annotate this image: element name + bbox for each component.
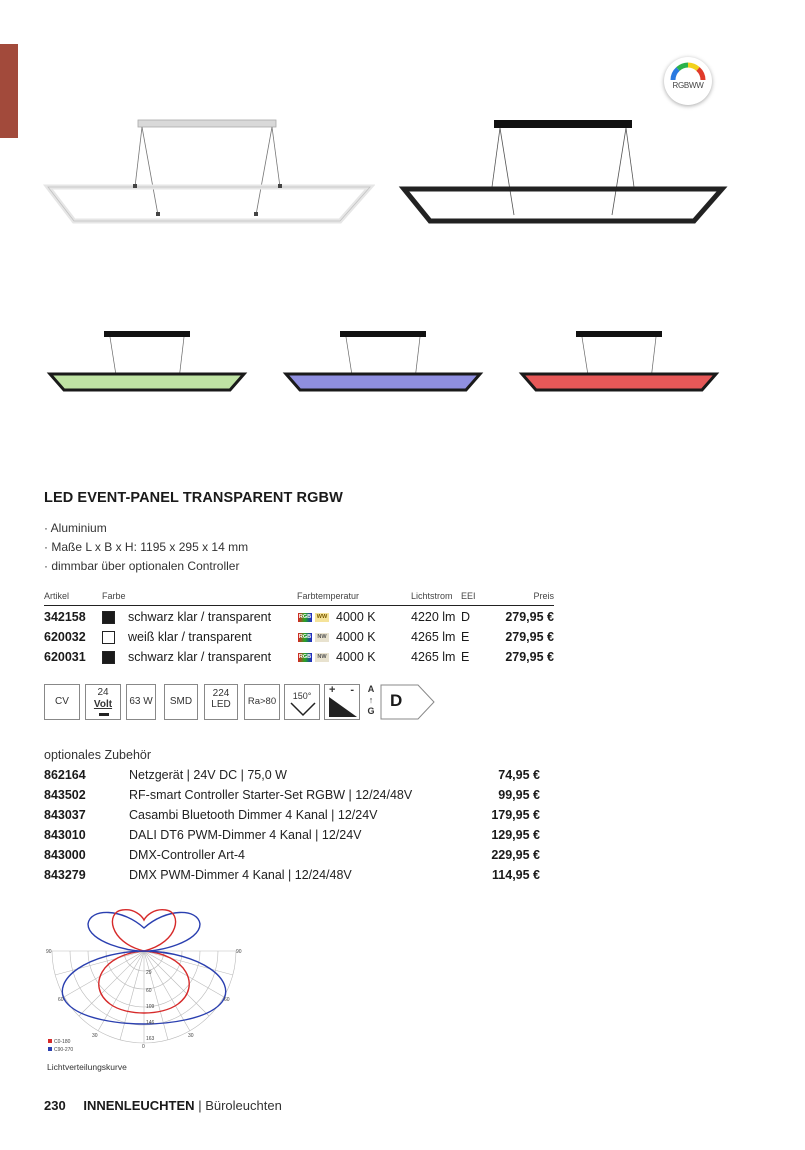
angle-label: 60 <box>58 997 64 1003</box>
acc-desc: Casambi Bluetooth Dimmer 4 Kanal | 12/24V <box>129 808 378 822</box>
beam-cone-icon <box>289 701 317 717</box>
header-farbtemperatur: Farbtemperatur <box>297 591 360 601</box>
list-item <box>44 805 540 825</box>
row-price: 279,95 € <box>505 650 554 664</box>
page-footer <box>44 1098 282 1113</box>
acc-price: 179,95 € <box>491 808 540 822</box>
legend-label: C0-180 <box>54 1039 71 1045</box>
table-row <box>44 626 554 646</box>
row-eei: E <box>461 650 470 664</box>
feature-item: · Maße L x B x H: 1195 x 295 x 14 mm <box>44 538 248 557</box>
light-distribution-chart <box>42 906 247 1058</box>
row-price: 279,95 € <box>505 630 554 644</box>
spec-table <box>44 590 554 666</box>
dimmer-wedge-icon <box>327 695 359 719</box>
row-sku: 620032 <box>44 630 86 644</box>
energy-class-arrow-icon <box>380 684 436 720</box>
list-item <box>44 865 540 885</box>
header-eei: EEI <box>461 591 476 601</box>
acc-desc: Netzgerät | 24V DC | 75,0 W <box>129 768 287 782</box>
acc-desc: RF-smart Controller Starter-Set RGBW | 12/24/48V <box>129 788 413 802</box>
row-eei: D <box>461 610 471 624</box>
acc-sku: 843502 <box>44 788 86 802</box>
acc-price: 114,95 € <box>492 868 540 882</box>
feature-item: · dimmbar über optionalen Controller <box>44 557 248 576</box>
beam-angle-icon: 150° <box>284 684 320 720</box>
angle-label: 90 <box>236 949 242 955</box>
legend-swatch-blue <box>48 1047 52 1051</box>
acc-desc: DMX-Controller Art-4 <box>129 848 245 862</box>
product-image-black <box>398 115 728 230</box>
feature-item: · Aluminium <box>44 519 248 538</box>
rgbww-badge <box>664 57 712 105</box>
list-item <box>44 825 540 845</box>
acc-price: 99,95 € <box>498 788 540 802</box>
angle-label: 30 <box>92 1033 98 1039</box>
list-item <box>44 845 540 865</box>
footer-section: INNENLEUCHTEN <box>83 1098 195 1113</box>
neutral-white-chip-icon: NW <box>315 653 329 662</box>
angle-label: 90 <box>46 949 52 955</box>
accessories-title: optionales Zubehör <box>44 748 152 762</box>
table-row <box>44 646 554 666</box>
badge-label: RGBWW <box>672 81 704 90</box>
table-row <box>44 606 554 626</box>
row-price: 279,95 € <box>505 610 554 624</box>
acc-sku: 862164 <box>44 768 86 782</box>
rgb-chip-icon: RGB <box>298 654 312 660</box>
header-artikel: Artikel <box>44 591 70 601</box>
angle-label: 60 <box>224 997 230 1003</box>
row-temp: 4000 K <box>336 650 376 664</box>
ring-label: 163 <box>146 1036 155 1042</box>
acc-sku: 843037 <box>44 808 86 822</box>
footer-subsection: Büroleuchten <box>205 1098 282 1113</box>
row-temp: 4000 K <box>336 610 376 624</box>
smd-icon: SMD <box>164 684 198 720</box>
header-lichtstrom: Lichtstrom <box>411 591 453 601</box>
led-count-icon: 224 LED <box>204 684 238 720</box>
row-lumen: 4220 lm <box>411 610 456 624</box>
row-temp: 4000 K <box>336 630 376 644</box>
constant-voltage-icon: CV <box>44 684 80 720</box>
product-image-blue <box>282 328 484 396</box>
acc-sku: 843279 <box>44 868 86 882</box>
row-color: schwarz klar / transparent <box>128 650 272 664</box>
product-image-green <box>46 328 248 396</box>
row-color: weiß klar / transparent <box>128 630 252 644</box>
watt-icon: 63 W <box>126 684 156 720</box>
acc-desc: DALI DT6 PWM-Dimmer 4 Kanal | 12/24V <box>129 828 362 842</box>
ring-label: 29 <box>146 970 152 976</box>
header-preis: Preis <box>533 591 554 601</box>
angle-label: 30 <box>188 1033 194 1039</box>
acc-price: 74,95 € <box>498 768 540 782</box>
ra-icon: Ra>80 <box>244 684 280 720</box>
legend-label: C90-270 <box>54 1047 74 1053</box>
row-lumen: 4265 lm <box>411 630 456 644</box>
page-number: 230 <box>44 1098 66 1113</box>
list-item <box>44 785 540 805</box>
color-swatch-black <box>102 611 115 624</box>
row-eei: E <box>461 630 470 644</box>
neutral-white-chip-icon: NW <box>315 633 329 642</box>
chapter-tab <box>0 44 18 138</box>
row-sku: 342158 <box>44 610 86 624</box>
legend-swatch-red <box>48 1039 52 1043</box>
acc-price: 229,95 € <box>491 848 540 862</box>
energy-class-label: D <box>390 691 403 710</box>
product-image-red <box>518 328 720 396</box>
accessories-table <box>44 765 540 885</box>
ring-label: 60 <box>146 988 152 994</box>
rgb-arc-icon <box>670 61 706 81</box>
color-swatch-black <box>102 651 115 664</box>
acc-sku: 843010 <box>44 828 86 842</box>
rgb-chip-icon: RGB <box>298 634 312 640</box>
list-item <box>44 765 540 785</box>
color-swatch-white <box>102 631 115 644</box>
angle-label: 0 <box>142 1044 145 1050</box>
feature-list <box>44 519 248 576</box>
rgb-chip-icon: RGB <box>298 614 312 620</box>
spec-table-header <box>44 590 554 606</box>
energy-scale-icon: A ↑ G <box>367 684 375 716</box>
row-color: schwarz klar / transparent <box>128 610 272 624</box>
product-image-white <box>40 115 375 230</box>
volt-icon: 24 Volt <box>85 684 121 720</box>
ring-label: 146 <box>146 1020 155 1026</box>
row-lumen: 4265 lm <box>411 650 456 664</box>
product-title: LED EVENT-PANEL TRANSPARENT RGBW <box>44 490 343 506</box>
header-farbe: Farbe <box>102 591 126 601</box>
warm-white-chip-icon: WW <box>316 614 328 620</box>
dimmable-icon: + - <box>324 684 360 720</box>
footer-separator: | <box>198 1098 202 1113</box>
acc-desc: DMX PWM-Dimmer 4 Kanal | 12/24/48V <box>129 868 352 882</box>
acc-price: 129,95 € <box>491 828 540 842</box>
ring-label: 109 <box>146 1004 155 1010</box>
ldc-caption: Lichtverteilungskurve <box>47 1062 127 1072</box>
acc-sku: 843000 <box>44 848 86 862</box>
row-sku: 620031 <box>44 650 86 664</box>
